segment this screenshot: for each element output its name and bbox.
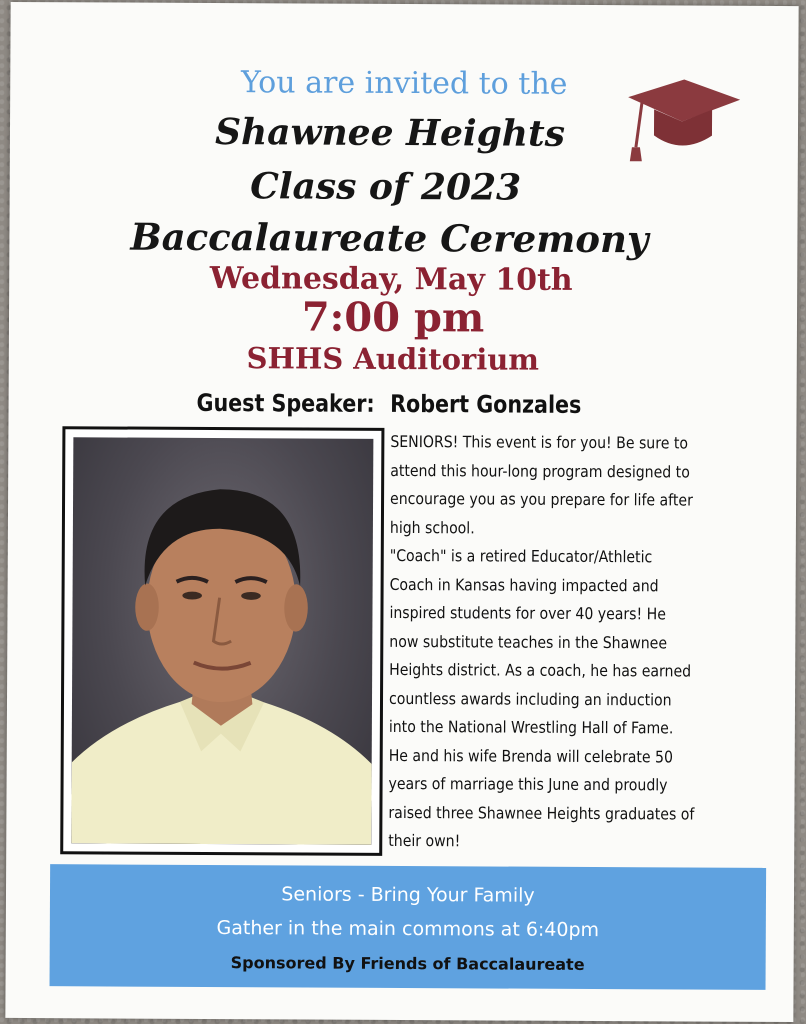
banner-sponsor: Sponsored By Friends of Baccalaureate — [230, 953, 585, 974]
invite-line: You are invited to the — [240, 65, 568, 102]
description-line: raised three Shawnee Heights graduates of — [388, 802, 695, 824]
speaker-name: Robert Gonzales — [390, 389, 582, 419]
family-banner — [50, 864, 767, 990]
speaker-label: Guest Speaker: — [196, 388, 375, 418]
event-time: 7:00 pm — [301, 293, 485, 342]
speaker-photo — [71, 437, 373, 845]
event-date: Wednesday, May 10th — [209, 260, 573, 298]
description-line: attend this hour-long program designed to — [390, 460, 690, 482]
banner-line-gather: Gather in the main commons at 6:40pm — [216, 917, 600, 942]
flyer — [5, 2, 798, 1022]
description-line: countless awards including an induction — [388, 688, 672, 709]
event-venue: SHHS Auditorium — [246, 341, 540, 377]
description-line: SENIORS! This event is for you! Be sure to — [390, 431, 689, 453]
guest-speaker — [196, 389, 596, 419]
school-name: Shawnee Heights — [214, 111, 566, 155]
class-year: Class of 2023 — [250, 165, 522, 209]
banner-line-family: Seniors - Bring Your Family — [281, 883, 535, 907]
description-line: Coach in Kansas having impacted and — [389, 574, 659, 595]
speaker-description — [388, 428, 750, 857]
description-line: their own! — [388, 830, 461, 851]
event-name: Baccalaureate Ceremony — [130, 214, 649, 262]
description-line: He and his wife Brenda will celebrate 50 — [388, 745, 674, 766]
description-line: inspired students for over 40 years! He — [389, 602, 666, 624]
speaker-photo-frame — [60, 426, 384, 856]
graduation-cap-icon — [620, 77, 740, 168]
description-line: into the National Wrestling Hall of Fame. — [388, 716, 674, 738]
description-line: now substitute teaches in the Shawnee — [389, 631, 668, 652]
description-line: encourage you as you prepare for life after — [390, 488, 693, 510]
description-line: high school. — [389, 517, 475, 537]
description-line: years of marriage this June and proudly — [388, 773, 668, 795]
description-line: Heights district. As a coach, he has earned — [389, 659, 692, 681]
description-line: "Coach" is a retired Educator/Athletic — [389, 545, 653, 567]
